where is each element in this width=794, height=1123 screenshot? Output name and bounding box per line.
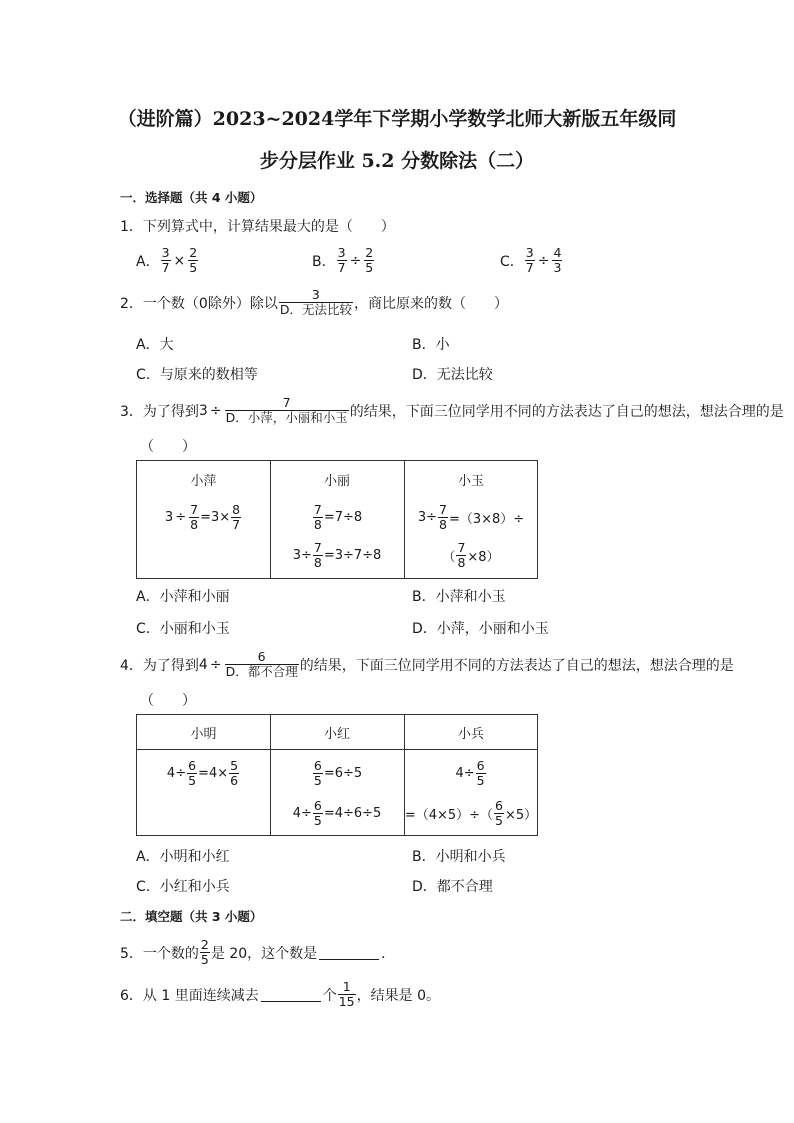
fraction: $\frac{6}{5}$ — [313, 797, 322, 828]
fraction: $\frac{7}{8}$ — [190, 501, 199, 532]
text: 4．为了得到 — [120, 657, 199, 674]
q4-cell-xiaobing-line2: =（4×5）÷（ $\frac{6}{5}$ ×5） — [404, 797, 538, 828]
q4-header-xiaobing: 小兵 — [457, 726, 484, 742]
text: ，结果是 0。 — [356, 987, 440, 1004]
q3-header-xiaoyu: 小玉 — [457, 473, 484, 489]
q3-header-xiaoping: 小萍 — [190, 473, 217, 489]
fraction: $\frac{5}{6}$ — [230, 757, 239, 788]
q2-option-a[interactable]: A．大 — [136, 337, 174, 353]
section-choice-heading: 一．选择题（共 4 小题） — [120, 190, 263, 205]
q6-stem — [120, 980, 440, 1009]
q1-option-c[interactable] — [500, 246, 563, 275]
q3-option-c[interactable]: C．小丽和小玉 — [136, 621, 230, 637]
fraction: $\frac{6}{5}$ — [188, 757, 197, 788]
q4-option-b[interactable]: B．小明和小兵 — [412, 849, 506, 865]
q3-cell-xiaoyu-line2: （ $\frac{7}{8}$ ×8） — [442, 539, 500, 570]
text: 是 20，这个数是 — [210, 945, 318, 962]
text: 个 — [322, 987, 337, 1004]
operator: ÷ — [537, 252, 550, 269]
q4-option-a[interactable]: A．小明和小红 — [136, 849, 230, 865]
fraction: $\frac{7}{8}$ — [438, 501, 447, 532]
q5-stem — [120, 938, 395, 967]
q3-cell-xiaoyu-line1: 3÷ $\frac{7}{8}$ =（3×8）÷ — [417, 501, 525, 532]
text: 6．从 1 里面连续减去 — [120, 987, 259, 1004]
q1-stem: 1．下列算式中，计算结果最大的是（ ） — [120, 219, 395, 235]
fraction: $\frac{7}{8}$ — [313, 501, 322, 532]
fraction: $\frac{6}{5}$ — [313, 757, 322, 788]
q4-stem — [120, 650, 734, 679]
text: ． — [381, 945, 396, 962]
text: 的结果，下面三位同学用不同的方法表达了自己的想法，想法合理的是 — [349, 403, 784, 420]
q3-stem — [120, 396, 784, 425]
text: ，商比原来的数（ ） — [353, 295, 508, 312]
q6-answer-blank[interactable] — [261, 987, 321, 1002]
q4-header-xiaoming: 小明 — [190, 726, 217, 742]
operator: × — [173, 252, 186, 269]
fraction: $\frac{6}{5}$ — [495, 797, 503, 828]
q2-option-d[interactable]: D．无法比较 — [412, 367, 493, 383]
page-title-line1: （进阶篇）2023~2024学年下学期小学数学北师大新版五年级同 — [117, 108, 677, 130]
operator: ÷ — [209, 402, 222, 419]
q3-cell-xiaoping: 3 ÷ $\frac{7}{8}$ =3× $\frac{8}{7}$ — [164, 501, 241, 532]
q3-cell-xiaoli-line2: 3÷ $\frac{7}{8}$ =3÷7÷8 — [292, 539, 382, 570]
fraction: $\frac{8}{7}$ — [232, 501, 241, 532]
fraction: $\frac{1}{15}$ — [338, 979, 355, 1009]
q4-answer-bracket: （ ） — [140, 693, 196, 709]
fraction: $\frac{6}{\text{D．都不合理}}$ — [225, 649, 298, 679]
q3-table — [136, 460, 538, 579]
operator: ÷ — [349, 252, 362, 269]
q3-option-d[interactable]: D．小萍，小丽和小玉 — [412, 621, 549, 637]
header-divider — [137, 749, 537, 750]
text: 3．为了得到 — [120, 403, 199, 420]
q3-option-a[interactable]: A．小萍和小丽 — [136, 589, 230, 605]
q3-cell-xiaoli-line1: $\frac{7}{8}$ =7÷8 — [313, 501, 363, 532]
fraction: $\frac{7}{8}$ — [313, 539, 322, 570]
q4-cell-xiaohong-line2: 4÷ $\frac{6}{5}$ =4÷6÷5 — [292, 797, 382, 828]
q1-option-a[interactable] — [136, 246, 199, 275]
q3-option-b[interactable]: B．小萍和小玉 — [412, 589, 506, 605]
q4-table — [136, 714, 538, 836]
text: 的结果，下面三位同学用不同的方法表达了自己的想法，想法合理的是 — [299, 657, 734, 674]
fraction: $\frac{2}{5}$ — [365, 245, 374, 275]
fraction: $\frac{3}{7}$ — [337, 245, 346, 275]
q4-option-d[interactable]: D．都不合理 — [412, 879, 493, 895]
option-label: A． — [136, 253, 160, 270]
q4-option-c[interactable]: C．小红和小兵 — [136, 879, 230, 895]
q2-stem — [120, 288, 508, 317]
fraction: $\frac{3}{7}$ — [525, 245, 534, 275]
number: 3 — [198, 402, 208, 419]
q2-option-b[interactable]: B．小 — [412, 337, 450, 353]
q4-cell-xiaobing-line1: 4÷ $\frac{6}{5}$ — [455, 757, 485, 788]
q3-header-xiaoli: 小丽 — [323, 473, 350, 489]
section-fill-heading: 二．填空题（共 3 小题） — [120, 909, 263, 924]
q3-answer-bracket: （ ） — [140, 439, 196, 455]
q4-cell-xiaohong-line1: $\frac{6}{5}$ =6÷5 — [313, 757, 363, 788]
q5-answer-blank[interactable] — [319, 945, 379, 960]
q4-header-xiaohong: 小红 — [323, 726, 350, 742]
operator: ÷ — [209, 656, 222, 673]
text: 2．一个数（0除外）除以 — [120, 295, 278, 312]
fraction: $\frac{4}{3}$ — [553, 245, 562, 275]
number: 4 — [198, 656, 208, 673]
q1-option-b[interactable] — [312, 246, 375, 275]
fraction: $\frac{3}{\text{D．无法比较}}$ — [279, 287, 352, 317]
option-label: C． — [500, 253, 524, 270]
fraction: $\frac{7}{\text{D．小萍，小丽和小玉}}$ — [225, 395, 348, 425]
page-title-line2: 步分层作业 5.2 分数除法（二） — [259, 150, 535, 172]
fraction: $\frac{6}{5}$ — [476, 757, 485, 788]
q4-cell-xiaoming: 4÷ $\frac{6}{5}$ =4× $\frac{5}{6}$ — [166, 757, 239, 788]
fraction: $\frac{2}{5}$ — [200, 937, 209, 967]
option-label: B． — [312, 253, 336, 270]
q2-option-c[interactable]: C．与原来的数相等 — [136, 367, 258, 383]
fraction: $\frac{3}{7}$ — [161, 245, 170, 275]
fraction: $\frac{7}{8}$ — [457, 539, 466, 570]
text: 5．一个数的 — [120, 945, 199, 962]
fraction: $\frac{2}{5}$ — [189, 245, 198, 275]
